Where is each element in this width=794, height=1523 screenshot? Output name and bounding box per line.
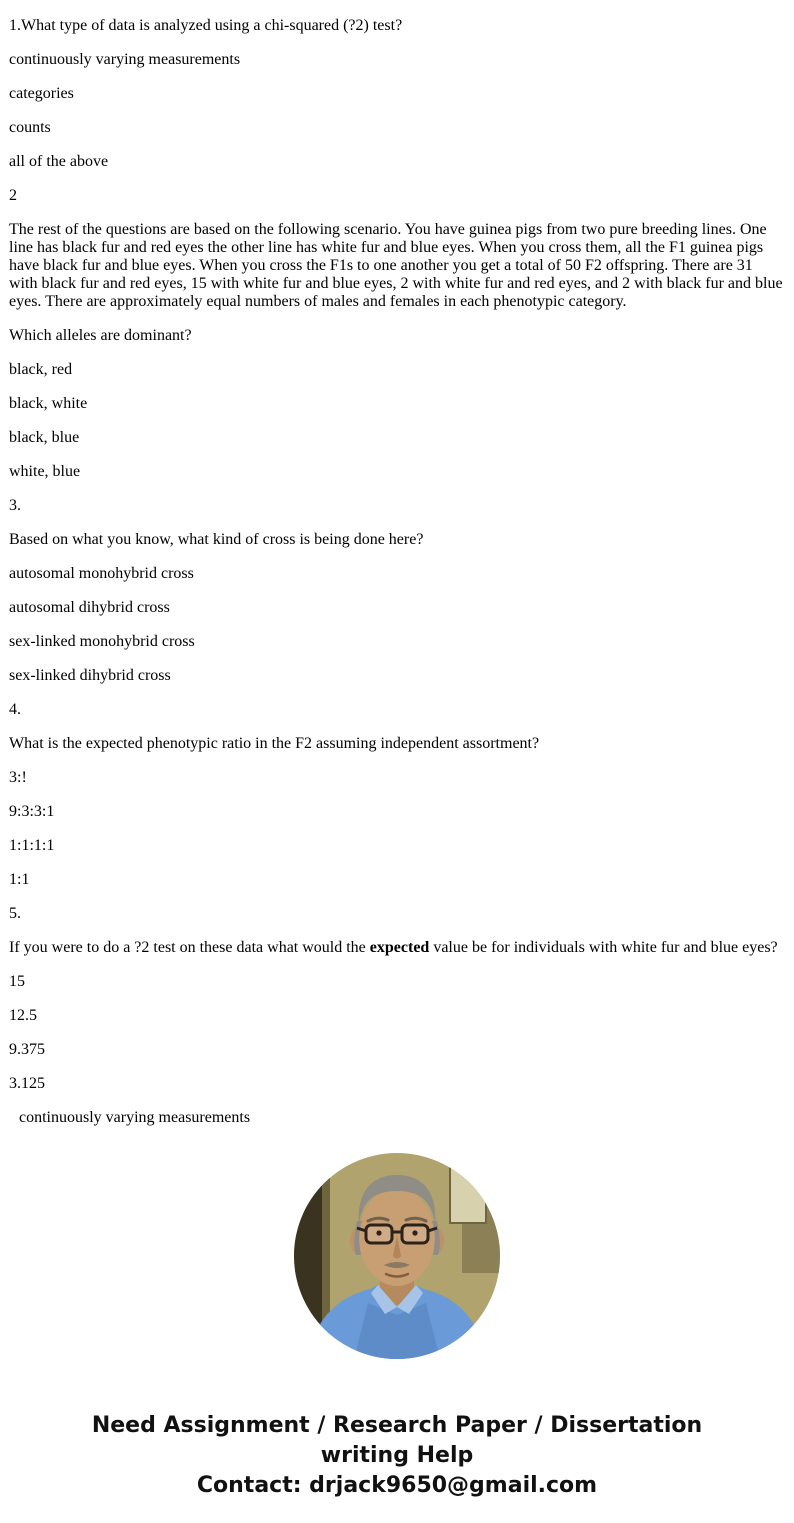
q4-option-d: 1:1 <box>9 871 30 888</box>
footer-heading-line2: writing Help <box>320 1443 474 1468</box>
footer-contact-email: Contact: drjack9650@gmail.com <box>196 1473 598 1498</box>
selected-answer-text: continuously varying measurements <box>19 1109 251 1126</box>
q4-option-a: 3:! <box>9 769 27 786</box>
q1-option-a: continuously varying measurements <box>9 51 241 68</box>
question-1-text: 1.What type of data is analyzed using a chi-squared (?2) test? <box>9 17 403 34</box>
question-2-text: Which alleles are dominant? <box>9 327 192 344</box>
question-2-number: 2 <box>9 187 17 204</box>
question-4-text: What is the expected phenotypic ratio in the F2 assuming independent assortment? <box>9 735 540 752</box>
question-3-text: Based on what you know, what kind of cross is being done here? <box>9 531 424 548</box>
q3-option-c: sex-linked monohybrid cross <box>9 633 195 650</box>
q3-option-a: autosomal monohybrid cross <box>9 565 194 582</box>
q3-option-b: autosomal dihybrid cross <box>9 599 170 616</box>
man-with-glasses-portrait-image <box>294 1153 500 1359</box>
q1-option-d: all of the above <box>9 153 109 170</box>
q5-option-d: 3.125 <box>9 1075 45 1092</box>
q1-option-b: categories <box>9 85 74 102</box>
q5-option-c: 9.375 <box>9 1041 45 1058</box>
question-5-text <box>9 939 785 957</box>
q2-option-a: black, red <box>9 361 73 378</box>
q2-option-d: white, blue <box>9 463 81 480</box>
question-4-number: 4. <box>9 701 21 718</box>
q4-option-c: 1:1:1:1 <box>9 837 55 854</box>
q2-option-c: black, blue <box>9 429 80 446</box>
footer-heading-line1: Need Assignment / Research Paper / Dissertation <box>91 1413 703 1438</box>
question-3-number: 3. <box>9 497 21 514</box>
q3-option-d: sex-linked dihybrid cross <box>9 667 171 684</box>
footer-promo <box>9 1411 785 1501</box>
q1-option-c: counts <box>9 119 51 136</box>
q5-text-after: value be for individuals with white fur and blue eyes? <box>429 939 778 956</box>
q2-option-b: black, white <box>9 395 88 412</box>
q5-option-a: 15 <box>9 973 25 990</box>
q4-option-b: 9:3:3:1 <box>9 803 55 820</box>
q5-text-before: If you were to do a ?2 test on these data what would the <box>9 939 370 956</box>
question-5-number: 5. <box>9 905 21 922</box>
portrait-photo-container <box>9 1153 785 1359</box>
q5-bold-word: expected <box>369 939 430 956</box>
scenario-paragraph: The rest of the questions are based on the following scenario. You have guinea pigs from two pure breeding lines. One line has black fur and red eyes the other line has white fur and blue eyes. When you cross them, all the F1 guinea pigs have black fur and blue eyes. When you cross the F1s to one another you get a total of 50 F2 offspring. There are 31 with black fur and red eyes, 15 with white fur and blue eyes, 2 with white fur and red eyes, and 2 with black fur and blue eyes. There are approximately equal numbers of males and females in each phenotypic category. <box>9 221 783 310</box>
q5-option-b: 12.5 <box>9 1007 37 1024</box>
